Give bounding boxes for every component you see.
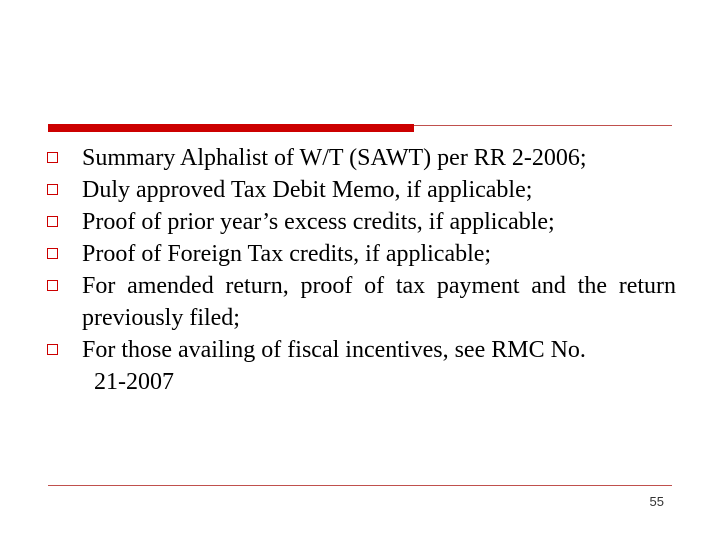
list-item: [44, 238, 676, 270]
bullet-text: Proof of Foreign Tax credits, if applicable;: [82, 241, 492, 267]
hollow-square-icon: [47, 344, 58, 355]
list-item: [44, 270, 676, 334]
bullet-text: For amended return, proof of tax payment and the return previously filed;: [82, 273, 676, 331]
bullet-continuation: 21-2007: [94, 369, 174, 395]
hollow-square-icon: [47, 184, 58, 195]
list-item: [44, 174, 676, 206]
bullet-text: Duly approved Tax Debit Memo, if applicable;: [82, 177, 533, 203]
bullet-text: Summary Alphalist of W/T (SAWT) per RR 2-2006;: [82, 145, 587, 171]
accent-bar: [48, 124, 414, 132]
hollow-square-icon: [47, 216, 58, 227]
page-number: 55: [649, 494, 664, 509]
bullet-list: [44, 142, 676, 398]
hollow-square-icon: [47, 280, 58, 291]
bottom-divider-line: [48, 485, 672, 486]
hollow-square-icon: [47, 248, 58, 259]
list-item: [44, 142, 676, 174]
hollow-square-icon: [47, 152, 58, 163]
list-item: [44, 206, 676, 238]
list-item: [44, 334, 676, 398]
bullet-text: For those availing of fiscal incentives, see RMC No.: [82, 337, 586, 363]
bullet-text: Proof of prior year’s excess credits, if applicable;: [82, 209, 555, 235]
